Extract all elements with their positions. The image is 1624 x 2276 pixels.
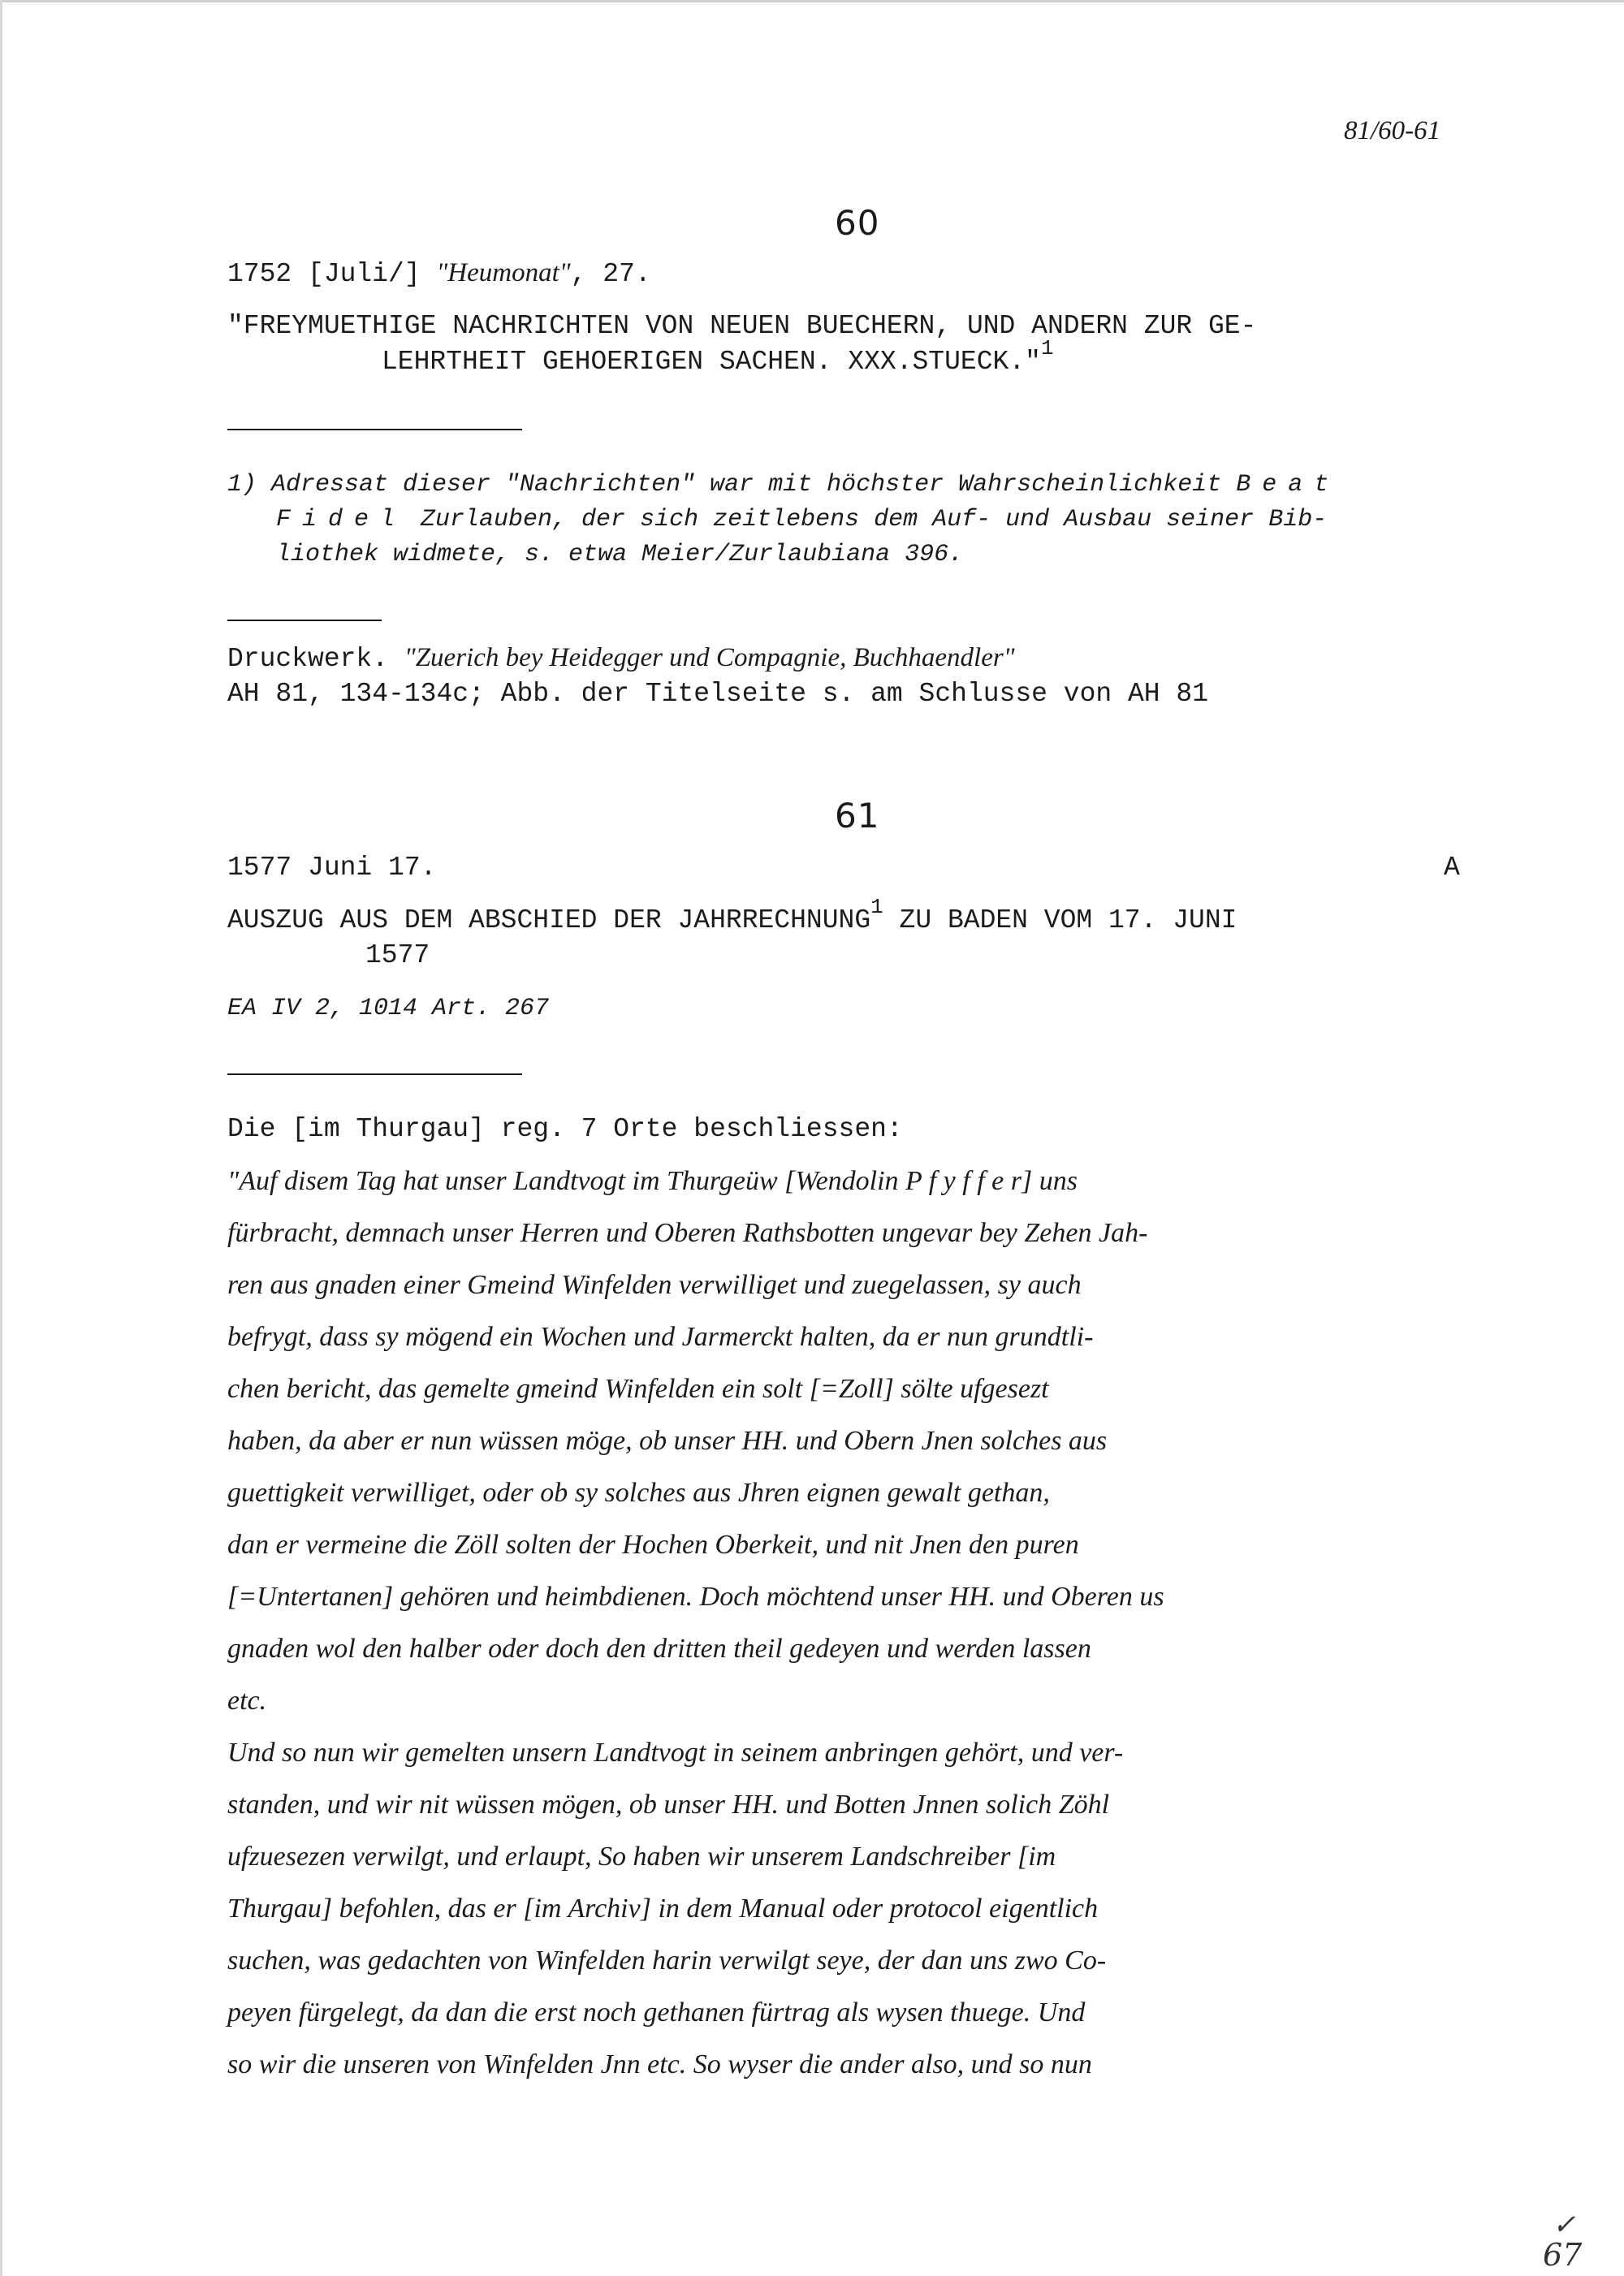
doc60-date-plain: 1752 [Juli/] [227,259,437,289]
doc60-date-rest: , 27. [570,259,651,289]
doc61-body-line: so wir die unseren von Winfelden Jnn etc. So wyser die ander also, und so nun [227,2049,1092,2079]
doc61-body-line: ufzuesezen verwilgt, und erlaupt, So haben wir unserem Landschreiber [im [227,1842,1056,1872]
doc60-footnote-line2-a: Fidel [276,506,407,533]
doc61-body-line: etc. [227,1686,267,1716]
page-edge-top [0,0,1624,2]
doc60-footnote-line2 [276,506,1327,533]
page-edge-left [0,0,2,2276]
page-reference: 81/60-61 [1344,116,1441,145]
doc61-reference: EA IV 2, 1014 Art. 267 [227,995,550,1022]
source-divider-60 [227,620,382,621]
doc61-title-line1-a: AUSZUG AUS DEM ABSCHIED DER JAHRRECHNUNG [227,905,871,935]
doc61-body-line: fürbracht, demnach unser Herren und Oberen Rathsbotten ungevar bey Zehen Jah- [227,1218,1148,1248]
doc60-date-italic: "Heumonat" [436,258,571,287]
doc61-body-line: befrygt, dass sy mögend ein Wochen und Jarmerckt halten, da er nun grundtli- [227,1322,1094,1352]
doc61-body-line: haben, da aber er nun wüssen möge, ob unser HH. und Obern Jnen solches aus [227,1426,1108,1456]
doc61-title-line1-b: ZU BADEN VOM 17. JUNI [883,905,1237,935]
doc60-footnote-line2-b: Zurlauben, der sich zeitlebens dem Auf- und Ausbau seiner Bib- [406,506,1328,533]
doc61-body-line: "Auf disem Tag hat unser Landtvogt im Thurgeüw [Wendolin P f y f f e r] uns [227,1166,1078,1196]
doc60-source-plain: Druckwerk. [227,644,404,674]
text-divider-61 [227,1073,522,1075]
footnote-divider-60 [227,429,522,430]
doc61-body-line: guettigkeit verwilliget, oder ob sy solches aus Jhren eignen gewalt gethan, [227,1478,1050,1508]
doc60-title-line2-text: LEHRTHEIT GEHOERIGEN SACHEN. XXX.STUECK." [382,347,1041,377]
doc61-intro: Die [im Thurgau] reg. 7 Orte beschliessen: [227,1114,903,1144]
doc60-title-line1: "FREYMUETHIGE NACHRICHTEN VON NEUEN BUECHERN, UND ANDERN ZUR GE- [227,311,1257,341]
doc60-source-line2: AH 81, 134-134c; Abb. der Titelseite s. am Schlusse von AH 81 [227,679,1208,709]
doc61-body-line: standen, und wir nit wüssen mögen, ob unser HH. und Botten Jnnen solich Zöhl [227,1790,1110,1820]
doc61-body-line: peyen fürgelegt, da dan die erst noch gethanen fürtrag als wysen thuege. Und [227,1997,1086,2028]
doc60-footnote-line1 [227,471,1340,499]
doc61-title-line2: 1577 [365,940,430,970]
doc60-title-footnote-mark: 1 [1040,336,1054,361]
doc61-body-line: [=Untertanen] gehören und heimbdienen. Doch möchtend unser HH. und Oberen us [227,1582,1164,1612]
doc61-title-line1 [227,895,1237,935]
doc60-source-line1 [227,643,1015,674]
doc61-body-line: gnaden wol den halber oder doch den dritten theil gedeyen und werden lassen [227,1634,1091,1664]
doc60-title-line2 [382,336,1054,377]
doc60-footnote-line3: liothek widmete, s. etwa Meier/Zurlaubiana 396. [276,541,964,568]
document-number-60: 60 [835,203,880,243]
handwritten-page-number: 67 [1543,2237,1583,2273]
document-number-61: 61 [835,796,880,836]
doc61-body-line: Thurgau] befohlen, das er [im Archiv] in dem Manual oder protocol eigentlich [227,1894,1099,1924]
doc61-body-line: chen bericht, das gemelte gmeind Winfelden ein solt [=Zoll] sölte ufgesezt [227,1374,1049,1404]
doc61-body-line: Und so nun wir gemelten unsern Landtvogt in seinem anbringen gehört, und ver- [227,1738,1124,1768]
doc61-date: 1577 Juni 17. [227,853,437,883]
doc60-source-italic: "Zuerich bey Heidegger und Compagnie, Buchhaendler" [404,643,1015,672]
doc61-body-line: ren aus gnaden einer Gmeind Winfelden verwilliget und zuegelassen, sy auch [227,1270,1082,1300]
doc61-body-line: dan er vermeine die Zöll solten der Hochen Oberkeit, und nit Jnen den puren [227,1530,1079,1560]
handwritten-check-mark: ✓ [1553,2209,1576,2241]
doc61-body-line: suchen, was gedachten von Winfelden harin verwilgt seye, der dan uns zwo Co- [227,1946,1107,1976]
doc60-date [227,258,651,289]
doc61-marker: A [1444,853,1460,883]
doc60-footnote-line1-a: 1) Adressat dieser "Nachrichten" war mit höchster Wahrscheinlichkeit [227,471,1237,499]
doc61-title-footnote-mark: 1 [870,895,883,919]
doc60-footnote-line1-b: Beat [1236,471,1341,499]
